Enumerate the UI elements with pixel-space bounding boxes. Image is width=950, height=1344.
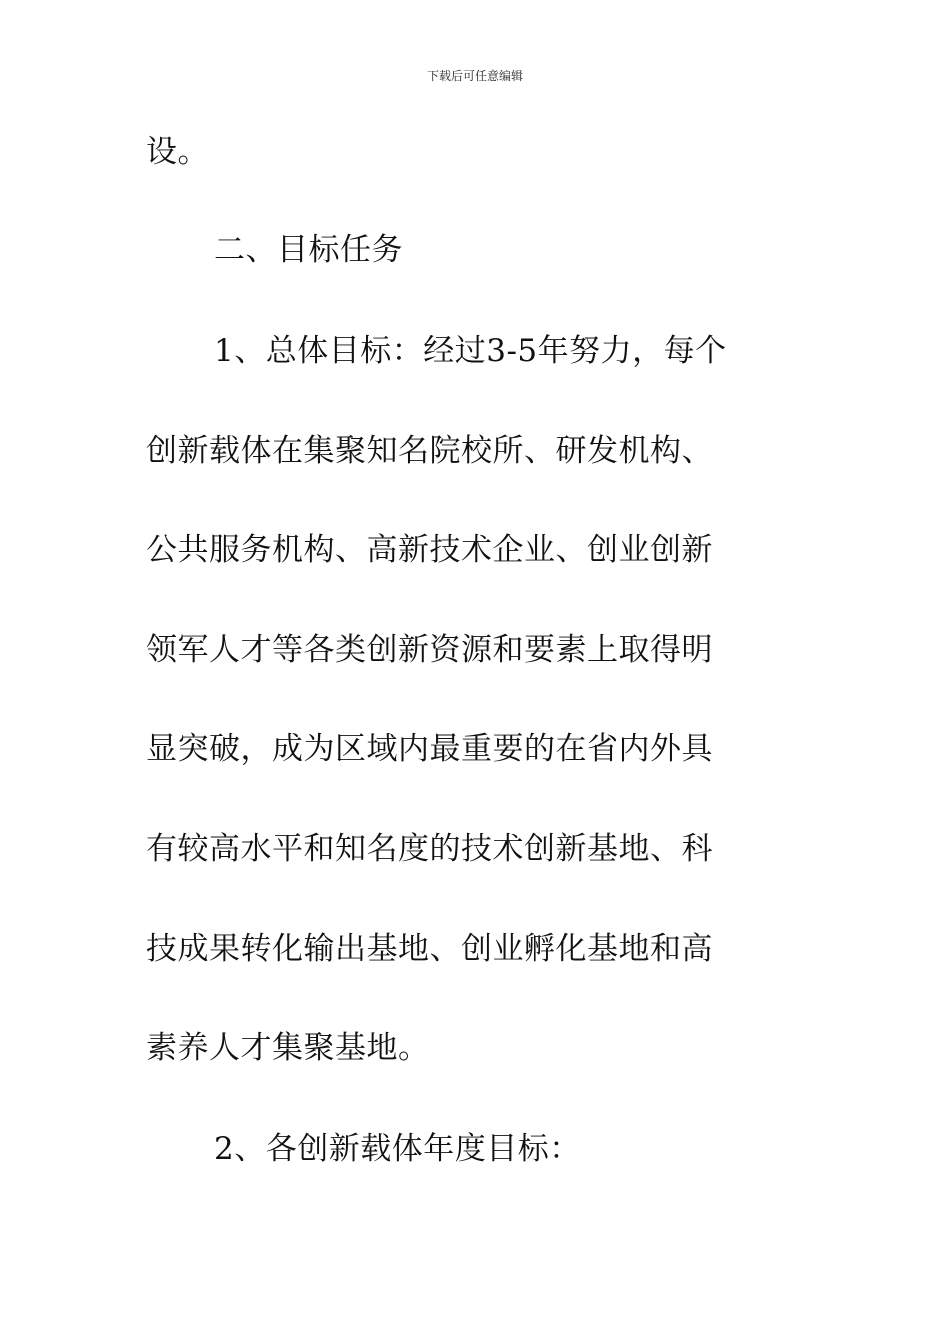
section-heading: 二、目标任务 (214, 232, 403, 268)
text-line: 1、总体目标：经过3-5年努力，每个 (214, 333, 727, 369)
text-line: 领军人才等各类创新资源和要素上取得明 (146, 632, 713, 668)
text-line: 显突破，成为区域内最重要的在省内外具 (146, 731, 713, 767)
page-header-note: 下载后可任意编辑 (426, 69, 523, 83)
text-line: 公共服务机构、高新技术企业、创业创新 (146, 532, 713, 568)
text-line: 创新载体在集聚知名院校所、研发机构、 (146, 433, 713, 469)
text-line: 2、各创新载体年度目标： (214, 1131, 581, 1167)
text-line: 设。 (146, 134, 209, 170)
text-line: 素养人才集聚基地。 (146, 1030, 430, 1066)
text-line: 有较高水平和知名度的技术创新基地、科 (146, 831, 713, 867)
text-line: 技成果转化输出基地、创业孵化基地和高 (146, 931, 713, 967)
